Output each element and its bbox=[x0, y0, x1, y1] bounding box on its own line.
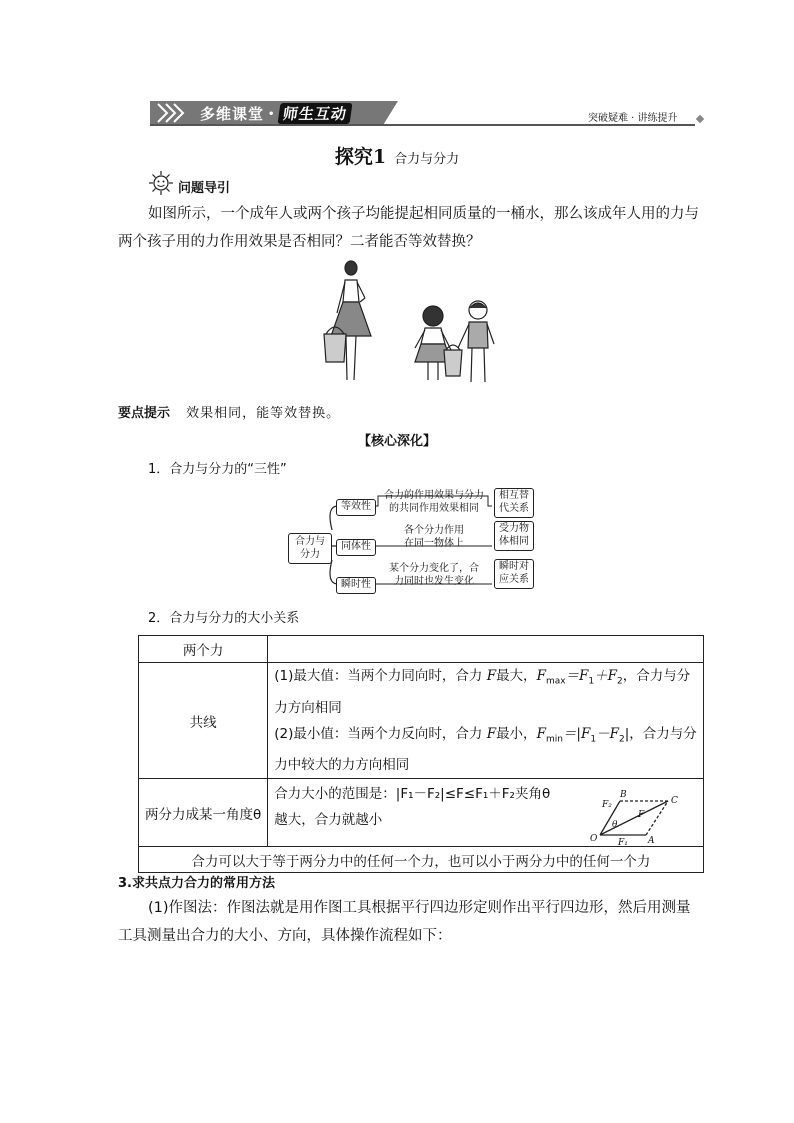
core-item2: 2．合力与分力的大小关系 bbox=[148, 611, 300, 626]
concept-center-line2: 分力 bbox=[300, 549, 320, 560]
min-line1 bbox=[274, 721, 696, 753]
min-formula: F bbox=[536, 725, 546, 742]
max-F: F bbox=[486, 668, 497, 684]
banner-part2: 师生互动 bbox=[278, 103, 353, 124]
concept-desc-line: 合力的作用效果与分力 bbox=[384, 490, 484, 501]
concept-result-line: 体相同 bbox=[499, 536, 529, 547]
guide-text-line2: 两个孩子用的力作用效果是否相同？二者能否等效替换？ bbox=[118, 234, 481, 250]
collinear-content bbox=[268, 663, 703, 779]
concept-desc-line: 某个分力变化了，合 bbox=[389, 563, 479, 574]
label-F1: F₁ bbox=[618, 838, 629, 846]
table-header-right bbox=[268, 636, 703, 663]
section-title bbox=[0, 142, 794, 169]
max-text-b: 最大， bbox=[496, 668, 537, 684]
min-close: | bbox=[624, 725, 630, 742]
max-s1: 1 bbox=[588, 676, 595, 687]
range-line1: 合力大小的范围是：|F₁－F₂|≤F≤F₁＋F₂夹角θ bbox=[274, 786, 551, 803]
sun-face-icon bbox=[148, 170, 174, 196]
key-point-label: 要点提示 bbox=[118, 406, 171, 421]
min-s1: 1 bbox=[590, 734, 597, 745]
adult-figure bbox=[324, 261, 371, 380]
max-formula: F bbox=[536, 668, 546, 684]
guide-text-line1: 如图所示，一个成年人或两个孩子均能提起相同质量的一桶水，那么该成年人用的力与 bbox=[148, 206, 699, 222]
concept-result-line: 应关系 bbox=[499, 574, 529, 585]
max-text-a: (1)最大值：当两个力同向时，合力 bbox=[274, 668, 487, 684]
concept-row-desc bbox=[376, 489, 492, 515]
max-line2: 力方向相同 bbox=[274, 699, 342, 716]
min-sub: min bbox=[545, 734, 563, 745]
section-title-main: 探究1 bbox=[334, 146, 387, 168]
illustration-water-buckets bbox=[318, 258, 498, 390]
concept-center-line1: 合力与 bbox=[295, 536, 325, 547]
concept-result-line: 受力物 bbox=[499, 523, 529, 534]
min-text-a: (2)最小值：当两个力反向时，合力 bbox=[274, 725, 487, 742]
section-title-sub: 合力与分力 bbox=[394, 152, 460, 167]
max-sub: max bbox=[545, 676, 566, 687]
bucket-children bbox=[444, 345, 462, 376]
concept-row-result bbox=[494, 559, 534, 589]
concept-row-name: 等效性 bbox=[336, 499, 376, 516]
max-tail: ，合力与分 bbox=[622, 668, 691, 684]
concept-desc-line: 力同时也发生变化 bbox=[394, 576, 474, 587]
table-header-left: 两个力 bbox=[139, 636, 268, 663]
key-point-text: 效果相同，能等效替换。 bbox=[186, 406, 341, 421]
label-F2: F₂ bbox=[602, 800, 613, 811]
min-s2: 2 bbox=[618, 734, 625, 745]
concept-result-line: 瞬时对 bbox=[499, 561, 529, 572]
core-item1: 1．合力与分力的“三性” bbox=[148, 462, 287, 477]
concept-desc-line: 的共同作用效果相同 bbox=[389, 503, 479, 514]
label-F: F bbox=[638, 810, 645, 821]
diamond-icon bbox=[696, 115, 704, 123]
angle-content bbox=[268, 779, 703, 847]
concept-row-desc bbox=[376, 562, 492, 588]
label-B: B bbox=[620, 790, 627, 801]
concept-row-desc bbox=[376, 524, 492, 550]
chevron-arrows-icon bbox=[152, 101, 192, 125]
label-A: A bbox=[648, 836, 655, 846]
banner-dot: • bbox=[268, 109, 276, 120]
range-line2: 越大，合力就越小 bbox=[274, 812, 383, 829]
max-s2: 2 bbox=[617, 676, 623, 687]
guide-label: 问题导引 bbox=[178, 181, 231, 196]
min-F: F bbox=[486, 725, 497, 742]
header-right-tag: 突破疑难 · 讲练提升 bbox=[588, 113, 678, 124]
concept-row-name: 同体性 bbox=[336, 539, 376, 556]
label-C: C bbox=[671, 796, 679, 807]
label-O: O bbox=[590, 834, 598, 845]
min-eq: ＝|F bbox=[562, 725, 591, 742]
concept-result-line: 代关系 bbox=[499, 503, 529, 514]
concept-row-result bbox=[494, 521, 534, 551]
collinear-label: 共线 bbox=[139, 663, 268, 779]
min-minus: －F bbox=[596, 725, 619, 742]
max-eq: ＝F bbox=[565, 668, 589, 684]
max-line1 bbox=[274, 663, 696, 695]
methods-line1: (1)作图法：作图法就是用作图工具根据平行四边形定则作出平行四边形，然后用测量 bbox=[148, 900, 691, 916]
concept-desc-line: 各个分力作用 bbox=[404, 525, 464, 536]
methods-heading: 3.求共点力合力的常用方法 bbox=[118, 876, 275, 891]
concept-result-line: 相互替 bbox=[499, 490, 529, 501]
min-tail: ，合力与分 bbox=[629, 725, 697, 742]
max-plus: ＋F bbox=[594, 668, 618, 684]
boy-figure bbox=[458, 301, 494, 382]
table-footer: 合力可以大于等于两分力中的任何一个力，也可以小于两分力中的任何一个力 bbox=[139, 847, 704, 873]
header-rule bbox=[150, 124, 695, 126]
min-text-b: 最小， bbox=[496, 725, 537, 742]
label-theta: θ bbox=[612, 820, 618, 831]
concept-center bbox=[288, 533, 332, 564]
force-relationship-table bbox=[138, 635, 704, 873]
key-point bbox=[118, 402, 340, 421]
min-line2: 力中较大的力方向相同 bbox=[274, 757, 410, 774]
core-heading: 【核心深化】 bbox=[357, 434, 436, 449]
banner-title bbox=[200, 103, 351, 124]
parallelogram-diagram bbox=[588, 785, 693, 845]
angle-label: 两分力成某一角度θ bbox=[139, 779, 268, 847]
concept-row-name: 瞬时性 bbox=[336, 577, 376, 594]
banner-part1: 多维课堂 bbox=[200, 105, 265, 123]
concept-desc-line: 在同一物体上 bbox=[404, 538, 464, 549]
methods-line2: 工具测量出合力的大小、方向，具体操作流程如下： bbox=[118, 928, 452, 944]
concept-row-result bbox=[494, 488, 534, 518]
